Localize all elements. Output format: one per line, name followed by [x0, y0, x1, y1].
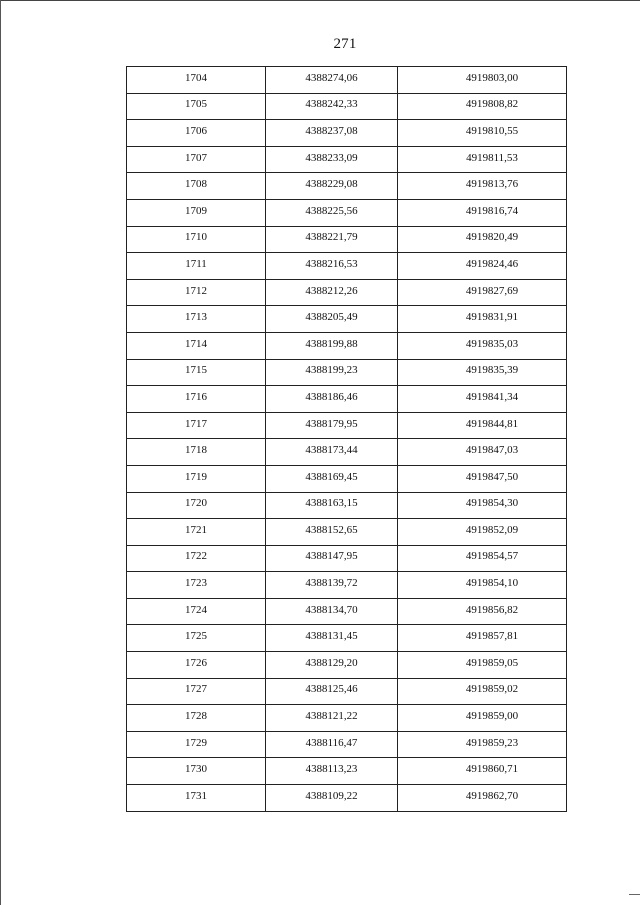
table-row [127, 625, 567, 652]
y-coordinate-cell: 4919854,10 [398, 572, 567, 599]
x-coordinate-cell: 4388113,23 [266, 758, 398, 785]
x-coordinate-cell: 4388221,79 [266, 226, 398, 253]
point-number-cell: 1722 [127, 545, 266, 572]
table-row [127, 731, 567, 758]
point-number-cell: 1710 [127, 226, 266, 253]
x-coordinate-cell: 4388242,33 [266, 93, 398, 120]
x-coordinate-cell: 4388237,08 [266, 120, 398, 147]
y-coordinate-cell: 4919808,82 [398, 93, 567, 120]
point-number-cell: 1720 [127, 492, 266, 519]
page-edge-top [0, 0, 640, 1]
y-coordinate-cell: 4919820,49 [398, 226, 567, 253]
table-row [127, 226, 567, 253]
point-number-cell: 1729 [127, 731, 266, 758]
y-coordinate-cell: 4919854,57 [398, 545, 567, 572]
x-coordinate-cell: 4388131,45 [266, 625, 398, 652]
table-row [127, 492, 567, 519]
point-number-cell: 1715 [127, 359, 266, 386]
x-coordinate-cell: 4388129,20 [266, 652, 398, 679]
x-coordinate-cell: 4388186,46 [266, 386, 398, 413]
point-number-cell: 1716 [127, 386, 266, 413]
table-row [127, 785, 567, 812]
x-coordinate-cell: 4388109,22 [266, 785, 398, 812]
x-coordinate-cell: 4388225,56 [266, 199, 398, 226]
x-coordinate-cell: 4388125,46 [266, 678, 398, 705]
point-number-cell: 1719 [127, 465, 266, 492]
table-row [127, 199, 567, 226]
coordinates-table [126, 66, 567, 812]
x-coordinate-cell: 4388229,08 [266, 173, 398, 200]
y-coordinate-cell: 4919841,34 [398, 386, 567, 413]
table-row [127, 332, 567, 359]
y-coordinate-cell: 4919810,55 [398, 120, 567, 147]
y-coordinate-cell: 4919824,46 [398, 253, 567, 280]
point-number-cell: 1713 [127, 306, 266, 333]
x-coordinate-cell: 4388152,65 [266, 519, 398, 546]
y-coordinate-cell: 4919835,39 [398, 359, 567, 386]
x-coordinate-cell: 4388147,95 [266, 545, 398, 572]
table-row [127, 146, 567, 173]
x-coordinate-cell: 4388134,70 [266, 598, 398, 625]
point-number-cell: 1730 [127, 758, 266, 785]
y-coordinate-cell: 4919844,81 [398, 412, 567, 439]
x-coordinate-cell: 4388199,88 [266, 332, 398, 359]
y-coordinate-cell: 4919860,71 [398, 758, 567, 785]
point-number-cell: 1726 [127, 652, 266, 679]
table-row [127, 678, 567, 705]
y-coordinate-cell: 4919835,03 [398, 332, 567, 359]
table-row [127, 306, 567, 333]
point-number-cell: 1718 [127, 439, 266, 466]
y-coordinate-cell: 4919827,69 [398, 279, 567, 306]
y-coordinate-cell: 4919856,82 [398, 598, 567, 625]
point-number-cell: 1724 [127, 598, 266, 625]
y-coordinate-cell: 4919859,02 [398, 678, 567, 705]
table-row [127, 598, 567, 625]
x-coordinate-cell: 4388116,47 [266, 731, 398, 758]
point-number-cell: 1704 [127, 67, 266, 94]
y-coordinate-cell: 4919852,09 [398, 519, 567, 546]
table-row [127, 120, 567, 147]
table-row [127, 173, 567, 200]
point-number-cell: 1706 [127, 120, 266, 147]
x-coordinate-cell: 4388205,49 [266, 306, 398, 333]
point-number-cell: 1705 [127, 93, 266, 120]
point-number-cell: 1731 [127, 785, 266, 812]
coordinates-table-body [127, 67, 567, 812]
point-number-cell: 1727 [127, 678, 266, 705]
point-number-cell: 1709 [127, 199, 266, 226]
x-coordinate-cell: 4388139,72 [266, 572, 398, 599]
point-number-cell: 1707 [127, 146, 266, 173]
point-number-cell: 1723 [127, 572, 266, 599]
y-coordinate-cell: 4919813,76 [398, 173, 567, 200]
table-row [127, 67, 567, 94]
y-coordinate-cell: 4919847,50 [398, 465, 567, 492]
x-coordinate-cell: 4388173,44 [266, 439, 398, 466]
y-coordinate-cell: 4919862,70 [398, 785, 567, 812]
x-coordinate-cell: 4388179,95 [266, 412, 398, 439]
table-row [127, 705, 567, 732]
table-row [127, 758, 567, 785]
x-coordinate-cell: 4388199,23 [266, 359, 398, 386]
table-row [127, 93, 567, 120]
point-number-cell: 1714 [127, 332, 266, 359]
y-coordinate-cell: 4919816,74 [398, 199, 567, 226]
point-number-cell: 1712 [127, 279, 266, 306]
table-row [127, 359, 567, 386]
point-number-cell: 1721 [127, 519, 266, 546]
y-coordinate-cell: 4919803,00 [398, 67, 567, 94]
x-coordinate-cell: 4388216,53 [266, 253, 398, 280]
y-coordinate-cell: 4919859,23 [398, 731, 567, 758]
table-row [127, 439, 567, 466]
table-row [127, 519, 567, 546]
table-row [127, 386, 567, 413]
y-coordinate-cell: 4919859,05 [398, 652, 567, 679]
table-row [127, 545, 567, 572]
table-row [127, 572, 567, 599]
point-number-cell: 1708 [127, 173, 266, 200]
x-coordinate-cell: 4388163,15 [266, 492, 398, 519]
point-number-cell: 1717 [127, 412, 266, 439]
x-coordinate-cell: 4388233,09 [266, 146, 398, 173]
table-row [127, 465, 567, 492]
x-coordinate-cell: 4388169,45 [266, 465, 398, 492]
table-row [127, 412, 567, 439]
point-number-cell: 1711 [127, 253, 266, 280]
point-number-cell: 1728 [127, 705, 266, 732]
y-coordinate-cell: 4919859,00 [398, 705, 567, 732]
y-coordinate-cell: 4919847,03 [398, 439, 567, 466]
y-coordinate-cell: 4919831,91 [398, 306, 567, 333]
x-coordinate-cell: 4388274,06 [266, 67, 398, 94]
table-row [127, 253, 567, 280]
y-coordinate-cell: 4919857,81 [398, 625, 567, 652]
y-coordinate-cell: 4919811,53 [398, 146, 567, 173]
x-coordinate-cell: 4388121,22 [266, 705, 398, 732]
x-coordinate-cell: 4388212,26 [266, 279, 398, 306]
page-edge-left [0, 0, 1, 905]
point-number-cell: 1725 [127, 625, 266, 652]
table-row [127, 279, 567, 306]
table-row [127, 652, 567, 679]
page-number: 271 [333, 36, 357, 52]
y-coordinate-cell: 4919854,30 [398, 492, 567, 519]
scan-mark [629, 894, 640, 895]
